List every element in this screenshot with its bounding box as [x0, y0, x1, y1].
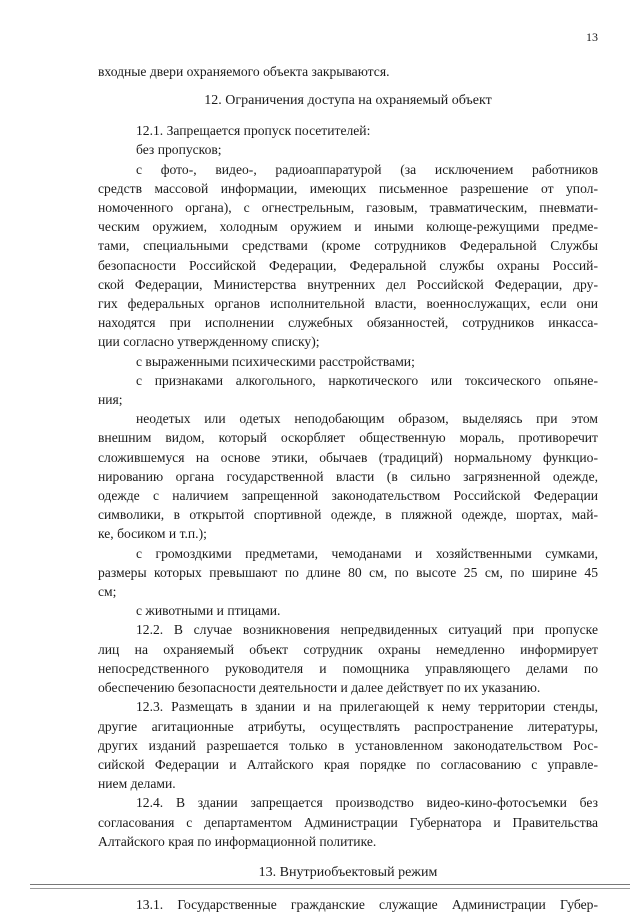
paragraph-line: других изданий разрешается только в установленном законодательством Рос- [98, 737, 598, 753]
paragraph-line: ции согласно утвержденному списку); [98, 334, 320, 350]
paragraph-line: см; [98, 584, 117, 600]
paragraph-line: ской Федерации, Министерства внутренних дел Российской Федерации, дру- [98, 276, 598, 292]
paragraph-line: номоченного органа), с огнестрельным, газовым, травматическим, пневмати- [98, 200, 598, 216]
paragraph-line: тами, специальными средствами (кроме сотрудников Федеральной Службы [98, 238, 598, 254]
section-heading-12: 12. Ограничения доступа на охраняемый объект [204, 93, 492, 109]
paragraph-line: размеры которых превышают по длине 80 см, по высоте 25 см, по ширине 45 [98, 564, 598, 580]
paragraph-line: входные двери охраняемого объекта закрываются. [98, 64, 390, 79]
paragraph-line: средств массовой информации, имеющих письменное разрешение от упол- [98, 180, 598, 196]
paragraph-line: с признаками алкогольного, наркотического или токсического опьяне- [136, 372, 598, 388]
paragraph-line: 13.1. Государственные гражданские служащие Администрации Губер- [136, 896, 598, 912]
paragraph-line: с фото-, видео-, радиоаппаратурой (за исключением работников [136, 161, 598, 177]
paragraph-line: 12.4. В здании запрещается производство видео-кино-фотосъемки без [136, 795, 598, 811]
paragraph-line: обеспечению безопасности деятельности и далее действует по их указанию. [98, 680, 541, 696]
paragraph-line: с животными и птицами. [136, 603, 281, 619]
paragraph-line: безопасности Российской Федерации, Федеральной службы охраны Россий- [98, 257, 598, 273]
paragraph-line: с громоздкими предметами, чемоданами и хозяйственными сумками, [136, 545, 598, 561]
paragraph-line: согласования с департаментом Администрации Губернатора и Правительства [98, 814, 598, 830]
paragraph-line: нированию органа государственной власти (в сильно загрязненной одежде, [98, 468, 598, 484]
page-number: 13 [586, 30, 598, 44]
scan-edge-line [30, 884, 630, 885]
paragraph-line: Алтайского края по информационной политике. [98, 833, 377, 849]
paragraph-line: 12.1. Запрещается пропуск посетителей: [136, 123, 371, 139]
paragraph-line: другие агитационные атрибуты, осуществлять распространение литературы, [98, 718, 598, 734]
scan-edge-line [30, 888, 630, 889]
paragraph-line: неодетых или одетых неподобающим образом, выделяясь при этом [136, 411, 598, 427]
paragraph-line: внешним видом, который оскорбляет общественную мораль, противоречит [98, 430, 598, 446]
paragraph-line: с выраженными психическими расстройствами; [136, 353, 415, 369]
paragraph-line: находятся при исполнении служебных обязанностей, сотрудников инкасса- [98, 315, 598, 331]
paragraph-line: ке, босиком и т.п.); [98, 526, 207, 542]
section-heading-13: 13. Внутриобъектовый режим [258, 864, 438, 880]
paragraph-line: непосредственного руководителя и помощника управляющего делами по [98, 660, 598, 676]
paragraph-line: ния; [98, 392, 123, 408]
paragraph-line: сийской Федерации и Алтайского края порядке по согласованию с управле- [98, 756, 598, 772]
paragraph-line: одежде с наличием запрещенной законодательством Российской Федерации [98, 488, 598, 504]
paragraph-line: символики, в открытой спортивной одежде, в пляжной одежде, шортах, май- [98, 507, 598, 523]
paragraph-line: 12.2. В случае возникновения непредвиденных ситуаций при пропуске [136, 622, 598, 638]
paragraph-line: гих федеральных органов исполнительной власти, военнослужащих, если они [98, 296, 598, 312]
paragraph-line: нием делами. [98, 776, 176, 792]
paragraph-line: 12.3. Размещать в здании и на прилегающей к нему территории стенды, [136, 699, 598, 715]
paragraph-line: лиц на охраняемый объект сотрудник охраны немедленно информирует [98, 641, 598, 657]
paragraph-line: сложившемуся на основе этики, обычаев (традиций) нормальному функцио- [98, 449, 598, 465]
paragraph-line: без пропусков; [136, 142, 222, 158]
document-body [98, 62, 598, 914]
paragraph-line: ческим оружием, холодным оружием и иными колюще-режущими предме- [98, 219, 598, 235]
